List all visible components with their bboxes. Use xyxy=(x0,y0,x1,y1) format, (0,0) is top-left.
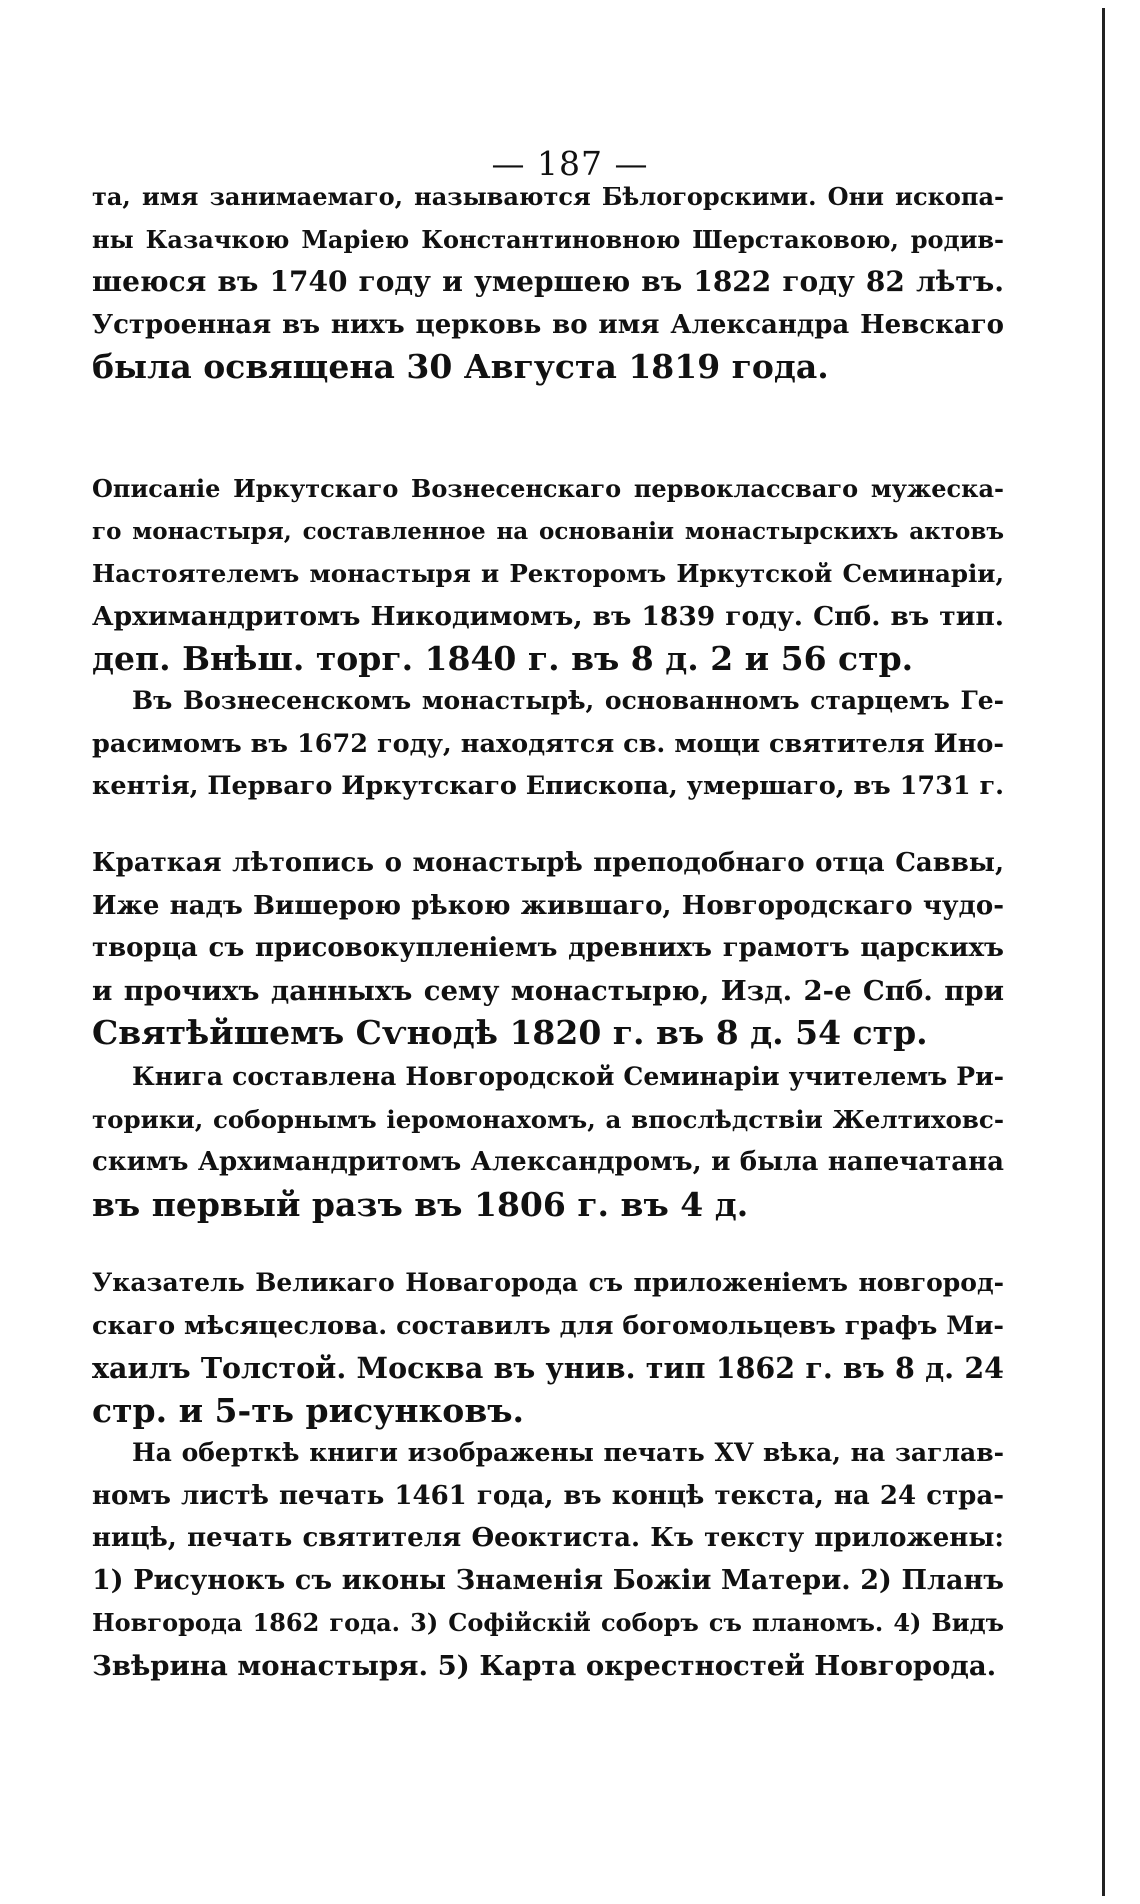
entry-line-rest: Иркутскаго Вознесенскаго первоклассваго мужеска- xyxy=(220,474,1004,503)
text-line: скаго мѣсяцеслова. составилъ для богомольцевъ графъ Ми- xyxy=(92,1310,1004,1341)
text-line: Звѣрина монастыря. 5) Карта окрестностей Новгорода. xyxy=(92,1649,997,1682)
text-line: Книга составлена Новгородской Семинаріи учителемъ Ри- xyxy=(132,1062,1004,1091)
text-line: Архимандритомъ Никодимомъ, въ 1839 году. Спб. въ тип. xyxy=(92,600,1004,632)
text-line: расимомъ въ 1672 году, находятся св. мощи святителя Ино- xyxy=(92,728,1004,759)
text-line: номъ листѣ печать 1461 года, въ концѣ текста, на 24 стра- xyxy=(92,1480,1004,1511)
text-line: Новгорода 1862 года. 3) Софійскій соборъ съ планомъ. 4) Видъ xyxy=(92,1608,1004,1637)
text-line: Иже надъ Вишерою рѣкою жившаго, Новгородскаго чудо- xyxy=(92,890,1004,921)
entry-lead-word: Описаніе xyxy=(92,474,221,503)
bibliography-entry-3 xyxy=(92,1262,1004,1432)
text-line: 1) Рисунокъ съ иконы Знаменія Божіи Матери. 2) Планъ xyxy=(92,1564,1004,1596)
entry-3-note xyxy=(92,1432,1004,1687)
text-line: была освящена 30 Августа 1819 года. xyxy=(92,347,829,386)
bibliography-entry-1 xyxy=(92,468,1004,681)
text-line: Устроенная въ нихъ церковь во имя Александра Невскаго xyxy=(92,309,1004,340)
text-line: и прочихъ данныхъ сему монастырю, Изд. 2-е Спб. при xyxy=(92,974,1004,1007)
text-line xyxy=(92,1262,1004,1305)
text-line: Въ Вознесенскомъ монастырѣ, основанномъ старцемъ Ге- xyxy=(132,686,1004,715)
text-line: торики, соборнымъ іеромонахомъ, а впослѣдствіи Желтиховс- xyxy=(92,1104,1004,1134)
text-line: стр. и 5-ть рисунковъ. xyxy=(92,1390,525,1430)
text-line: ницѣ, печать святителя Ѳеоктиста. Къ тексту приложены: xyxy=(92,1523,1004,1553)
entry-1-note xyxy=(92,680,1004,808)
text-line: скимъ Архимандритомъ Александромъ, и была напечатана xyxy=(92,1147,1004,1177)
text-line: Настоятелемъ монастыря и Ректоромъ Иркутской Семинаріи, xyxy=(92,559,1004,588)
page-number: — 187 — xyxy=(491,144,649,183)
text-line xyxy=(92,842,1004,885)
page-edge-line xyxy=(1102,8,1105,1896)
paragraph-continuation xyxy=(92,176,1004,389)
text-line: хаилъ Толстой. Москва въ унив. тип 1862 г. въ 8 д. 24 xyxy=(92,1351,1004,1385)
text-line xyxy=(92,468,1004,511)
entry-2-note xyxy=(92,1056,1004,1226)
entry-line-rest: о монастырѣ преподобнаго отца Саввы, xyxy=(374,848,1004,878)
bibliography-entry-2 xyxy=(92,842,1004,1055)
text-line: Святѣйшемъ Сѵнодѣ 1820 г. въ 8 д. 54 стр. xyxy=(92,1013,928,1052)
text-line: ны Казачкою Маріею Константиновною Шерстаковою, родив- xyxy=(92,224,1004,254)
text-line: творца съ присовокупленіемъ древнихъ грамотъ царскихъ xyxy=(92,933,1004,963)
text-line: На оберткѣ книги изображены печать XV вѣка, на заглав- xyxy=(132,1438,1004,1467)
entry-lead-word: Краткая лѣтопись xyxy=(92,848,375,878)
text-line: деп. Внѣш. торг. 1840 г. въ 8 д. 2 и 56 стр. xyxy=(92,639,914,678)
entry-lead-word: Указатель xyxy=(92,1268,245,1297)
entry-line-rest: Великаго Новагорода съ приложеніемъ новгород- xyxy=(244,1268,1004,1297)
text-line: въ первый разъ въ 1806 г. въ 4 д. xyxy=(92,1184,749,1224)
text-line: шеюся въ 1740 году и умершею въ 1822 году 82 лѣтъ. xyxy=(92,265,1004,298)
text-line: кентія, Перваго Иркутскаго Епископа, умершаго, въ 1731 г. xyxy=(92,771,1004,801)
text-line: та, имя занимаемаго, называются Бѣлогорскими. Они ископа- xyxy=(92,182,1004,211)
text-line: го монастыря, составленное на основаніи монастырскихъ актовъ xyxy=(92,517,1004,545)
